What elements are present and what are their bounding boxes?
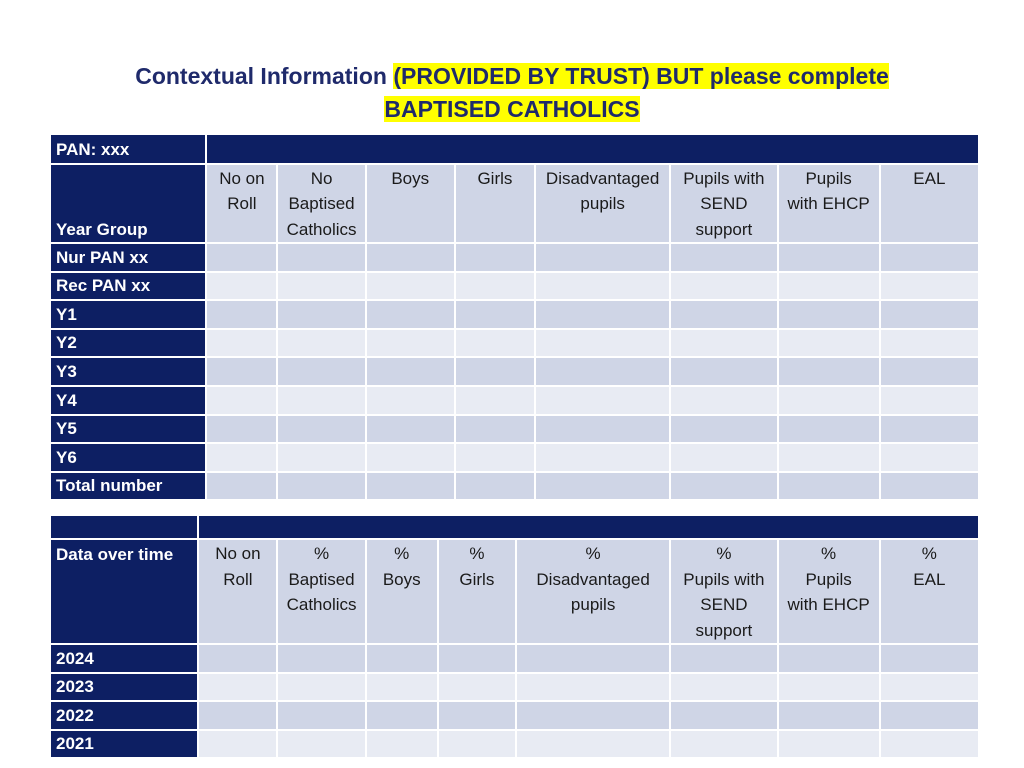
data-cell[interactable] (881, 416, 978, 443)
column-header-line: No on (215, 544, 261, 563)
table-row (51, 358, 978, 385)
column-header (671, 540, 776, 643)
column-header-line: No on (219, 168, 265, 188)
column-header-line: Baptised (288, 194, 355, 213)
data-cell[interactable] (456, 416, 534, 443)
data-cell[interactable] (278, 273, 364, 300)
data-cell[interactable] (881, 358, 978, 385)
column-header-line: with EHCP (787, 595, 870, 614)
column-header-line: % (585, 544, 601, 563)
data-cell[interactable] (439, 674, 515, 701)
row-label: Y3 (51, 358, 205, 385)
data-cell[interactable] (367, 244, 454, 271)
data-cell[interactable] (367, 330, 454, 357)
column-header-line: Pupils (805, 168, 852, 188)
column-header-line: Roll (223, 569, 253, 589)
column-header-line: pupils (570, 595, 616, 614)
column-header-line: Catholics (286, 595, 357, 614)
data-cell[interactable] (671, 731, 776, 758)
data-cell[interactable] (207, 330, 276, 357)
data-cell[interactable] (779, 301, 879, 328)
table-row (51, 444, 978, 471)
data-cell[interactable] (881, 645, 978, 672)
data-cell[interactable] (367, 731, 437, 758)
data-cell[interactable] (367, 416, 454, 443)
header-bar (199, 516, 978, 538)
data-cell[interactable] (199, 674, 276, 701)
row-label: Y4 (51, 387, 205, 414)
data-cell[interactable] (536, 358, 669, 385)
column-header-line: Roll (227, 194, 257, 213)
year-group-header: Year Group (51, 165, 205, 243)
data-cell[interactable] (779, 645, 879, 672)
column-header (367, 165, 454, 243)
row-label: Nur PAN xx (51, 244, 205, 271)
data-cell[interactable] (779, 444, 879, 471)
data-cell[interactable] (779, 387, 879, 414)
column-header (278, 165, 364, 243)
data-cell[interactable] (456, 387, 534, 414)
data-cell[interactable] (517, 674, 669, 701)
data-cell[interactable] (881, 674, 978, 701)
data-cell[interactable] (671, 273, 776, 300)
column-header-line: pupils (580, 194, 625, 213)
column-header (517, 540, 669, 643)
data-cell[interactable] (671, 244, 776, 271)
table-row (51, 473, 978, 500)
column-header-line: SEND (700, 595, 748, 614)
data-cell[interactable] (779, 244, 879, 271)
data-cell[interactable] (278, 731, 364, 758)
column-header (779, 165, 879, 243)
data-cell[interactable] (367, 674, 437, 701)
pan-label: PAN: xxx (51, 135, 205, 163)
column-header-line: with EHCP (787, 194, 870, 213)
column-header-line: % (314, 544, 330, 563)
column-header-line: Baptised (288, 569, 355, 589)
data-cell[interactable] (207, 387, 276, 414)
data-cell[interactable] (456, 444, 534, 471)
data-cell[interactable] (199, 731, 276, 758)
table-row (51, 702, 978, 729)
column-header (779, 540, 879, 643)
table-row (51, 244, 978, 271)
data-cell[interactable] (367, 444, 454, 471)
column-header (199, 540, 276, 643)
data-cell[interactable] (881, 731, 978, 758)
header-bar-left (51, 516, 197, 538)
data-cell[interactable] (439, 702, 515, 729)
column-header-line: Pupils with (683, 168, 765, 188)
column-header-line: % (821, 544, 837, 563)
data-cell[interactable] (536, 301, 669, 328)
data-cell[interactable] (536, 244, 669, 271)
column-header-line: Boys (382, 569, 421, 589)
data-cell[interactable] (456, 358, 534, 385)
data-cell[interactable] (278, 387, 364, 414)
data-cell[interactable] (517, 731, 669, 758)
column-header-line: Catholics (286, 219, 357, 239)
data-cell[interactable] (671, 645, 776, 672)
data-cell[interactable] (671, 473, 776, 500)
column-header-line: support (695, 620, 753, 640)
row-label: Y6 (51, 444, 205, 471)
header-bar (207, 135, 978, 163)
data-cell[interactable] (779, 731, 879, 758)
data-cell[interactable] (278, 674, 364, 701)
data-cell[interactable] (278, 473, 364, 500)
data-cell[interactable] (199, 645, 276, 672)
data-cell[interactable] (278, 416, 364, 443)
column-header-line: EAL (913, 168, 946, 188)
data-cell[interactable] (439, 645, 515, 672)
data-cell[interactable] (671, 674, 776, 701)
column-header (278, 540, 364, 643)
data-cell[interactable] (881, 702, 978, 729)
data-cell[interactable] (367, 301, 454, 328)
row-label: 2022 (51, 702, 197, 729)
data-cell[interactable] (779, 358, 879, 385)
data-cell[interactable] (779, 674, 879, 701)
title-highlight-2: BAPTISED CATHOLICS (384, 96, 640, 122)
data-cell[interactable] (456, 473, 534, 500)
row-label: Y2 (51, 330, 205, 357)
data-cell[interactable] (881, 330, 978, 357)
data-over-time-header: Data over time (51, 540, 197, 643)
column-header (207, 165, 276, 243)
data-cell[interactable] (536, 473, 669, 500)
table-row (51, 645, 978, 672)
data-cell[interactable] (367, 358, 454, 385)
data-cell[interactable] (456, 330, 534, 357)
column-header (536, 165, 669, 243)
table-row (51, 330, 978, 357)
column-header (367, 540, 437, 643)
data-cell[interactable] (536, 273, 669, 300)
data-cell[interactable] (456, 301, 534, 328)
data-cell[interactable] (278, 645, 364, 672)
data-cell[interactable] (881, 301, 978, 328)
data-cell[interactable] (207, 244, 276, 271)
data-cell[interactable] (536, 444, 669, 471)
data-cell[interactable] (367, 473, 454, 500)
column-header (456, 165, 534, 243)
data-cell[interactable] (671, 387, 776, 414)
column-header-line: support (695, 219, 753, 239)
data-cell[interactable] (671, 416, 776, 443)
data-cell[interactable] (779, 473, 879, 500)
data-cell[interactable] (207, 444, 276, 471)
column-header-line: % (921, 544, 937, 563)
data-cell[interactable] (881, 273, 978, 300)
column-header-line: % (394, 544, 410, 563)
column-header (881, 165, 978, 243)
column-header-line: % (469, 544, 485, 563)
data-cell[interactable] (207, 473, 276, 500)
data-cell[interactable] (536, 387, 669, 414)
table-row (51, 301, 978, 328)
column-header-line: Disadvantaged (536, 569, 650, 589)
column-header-line: No (310, 168, 333, 188)
row-label: Y5 (51, 416, 205, 443)
data-cell[interactable] (278, 330, 364, 357)
column-header-line: Girls (477, 168, 513, 188)
data-cell[interactable] (671, 702, 776, 729)
data-cell[interactable] (367, 387, 454, 414)
data-cell[interactable] (779, 273, 879, 300)
data-cell[interactable] (671, 330, 776, 357)
column-header-line: Disadvantaged (545, 168, 660, 188)
row-label: 2024 (51, 645, 197, 672)
data-cell[interactable] (779, 330, 879, 357)
column-header-line: Pupils (805, 569, 852, 589)
data-cell[interactable] (881, 444, 978, 471)
table-row (51, 273, 978, 300)
row-label: Rec PAN xx (51, 273, 205, 300)
data-cell[interactable] (456, 273, 534, 300)
data-cell[interactable] (367, 273, 454, 300)
title-main: Contextual Information (135, 63, 394, 89)
data-cell[interactable] (671, 358, 776, 385)
data-over-time-table (49, 514, 980, 759)
column-header (881, 540, 978, 643)
data-cell[interactable] (278, 244, 364, 271)
data-cell[interactable] (779, 702, 879, 729)
data-cell[interactable] (517, 702, 669, 729)
data-cell[interactable] (671, 444, 776, 471)
data-cell[interactable] (207, 358, 276, 385)
contextual-table (49, 133, 980, 501)
row-label: 2023 (51, 674, 197, 701)
column-header (439, 540, 515, 643)
data-cell[interactable] (278, 358, 364, 385)
data-cell[interactable] (536, 330, 669, 357)
data-cell[interactable] (367, 702, 437, 729)
table-row (51, 674, 978, 701)
data-cell[interactable] (881, 244, 978, 271)
data-cell[interactable] (881, 387, 978, 414)
row-label: Y1 (51, 301, 205, 328)
page-title (0, 60, 1024, 126)
column-header-line: % (716, 544, 732, 563)
data-cell[interactable] (367, 645, 437, 672)
data-cell[interactable] (517, 645, 669, 672)
column-header-line: Girls (459, 569, 495, 589)
data-cell[interactable] (207, 301, 276, 328)
data-cell[interactable] (671, 301, 776, 328)
data-cell[interactable] (278, 702, 364, 729)
column-header (671, 165, 776, 243)
table-row (51, 387, 978, 414)
data-cell[interactable] (199, 702, 276, 729)
data-cell[interactable] (207, 416, 276, 443)
data-cell[interactable] (278, 444, 364, 471)
column-header-line: Boys (391, 168, 430, 188)
data-cell[interactable] (779, 416, 879, 443)
data-cell[interactable] (536, 416, 669, 443)
data-cell[interactable] (881, 473, 978, 500)
row-label: 2021 (51, 731, 197, 758)
table-row (51, 416, 978, 443)
data-cell[interactable] (456, 244, 534, 271)
column-header-line: EAL (913, 569, 946, 589)
title-highlight-1: (PROVIDED BY TRUST) BUT please complete (393, 63, 889, 89)
data-cell[interactable] (278, 301, 364, 328)
data-cell[interactable] (207, 273, 276, 300)
column-header-line: Pupils with (683, 569, 765, 589)
data-cell[interactable] (439, 731, 515, 758)
column-header-line: SEND (700, 194, 748, 213)
table-row (51, 731, 978, 758)
row-label: Total number (51, 473, 205, 500)
